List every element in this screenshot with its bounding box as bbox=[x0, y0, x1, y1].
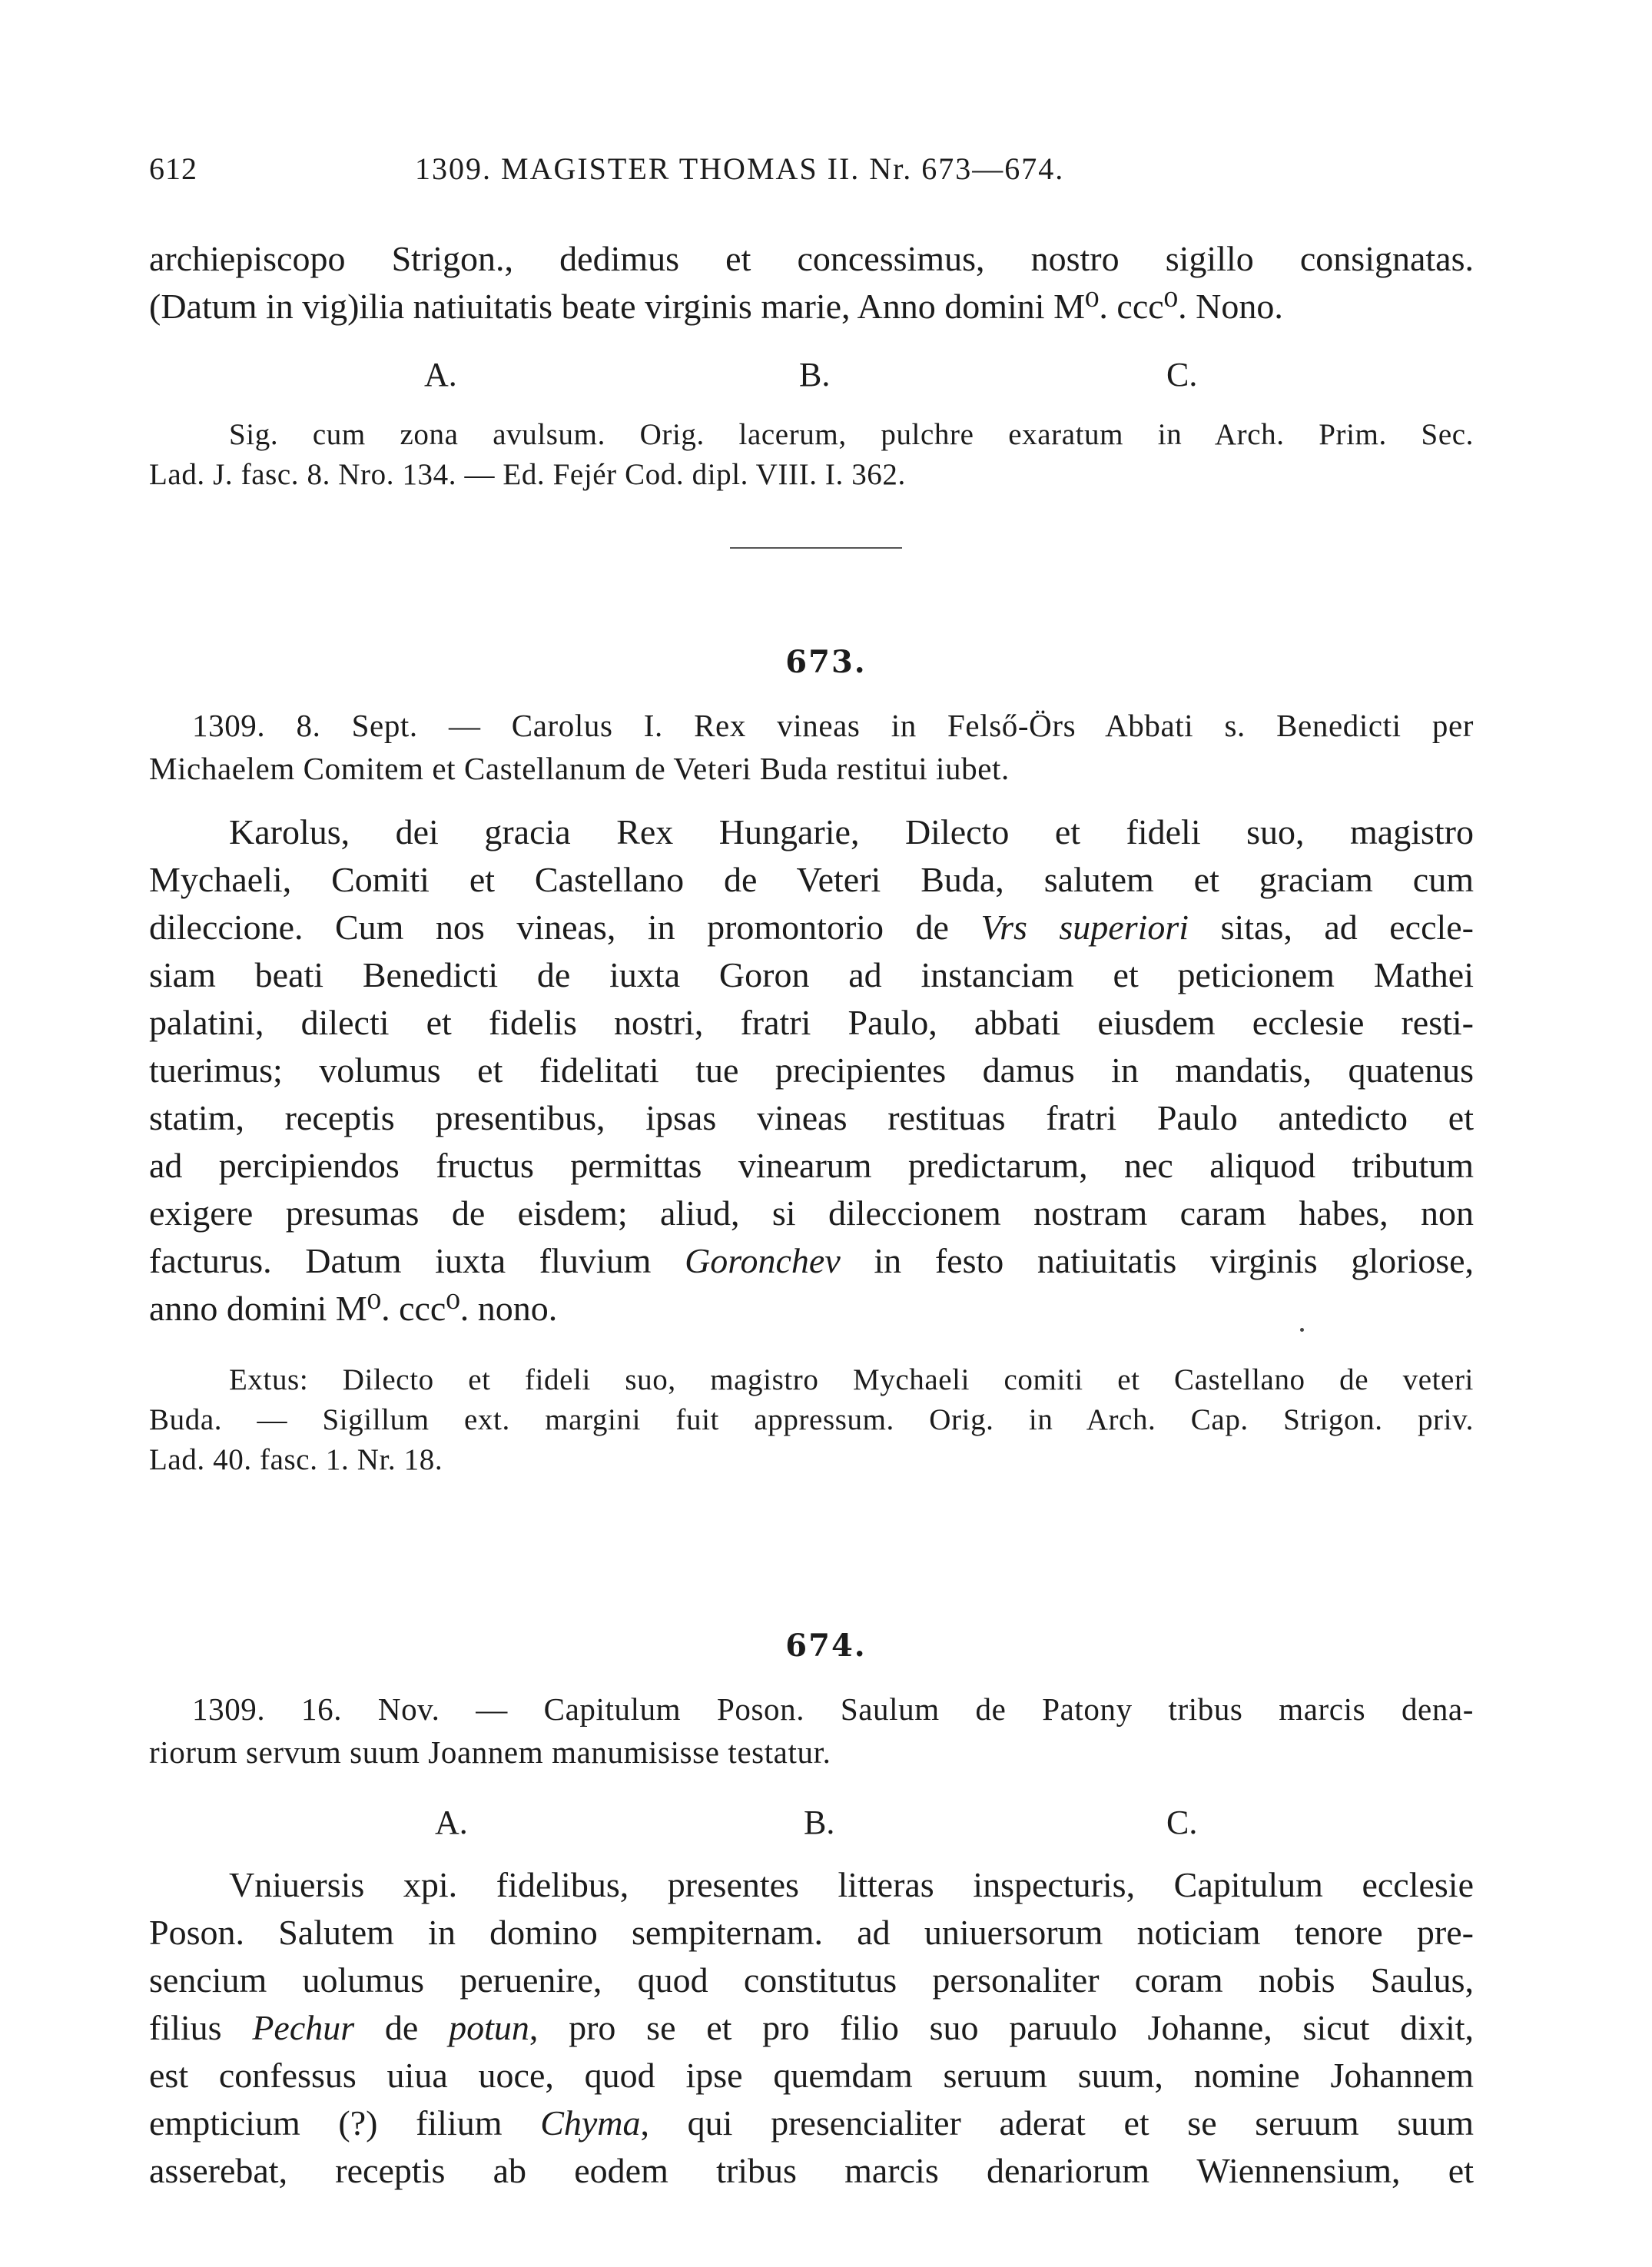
text-fragment: , pro se et pro filio suo paruulo Johanne, sicut dixit, bbox=[529, 2008, 1475, 2047]
text-line bbox=[149, 1237, 1474, 1285]
text-line: anno domini M⁰. ccc⁰. nono. bbox=[149, 1289, 558, 1328]
apparatus-note bbox=[149, 415, 1474, 495]
note-line: Lad. J. fasc. 8. Nro. 134. — Ed. Fejér Cod. dipl. VIII. I. 362. bbox=[149, 458, 906, 491]
text-fragment: dileccione. Cum nos vineas, in promontorio de bbox=[149, 908, 949, 947]
stray-mark bbox=[1300, 1328, 1304, 1332]
text-line: tuerimus; volumus et fidelitati tue precipientes damus in mandatis, quatenus bbox=[149, 1051, 1474, 1090]
siglum-b: B. bbox=[799, 356, 831, 393]
regest-line: 1309. 16. Nov. — Capitulum Poson. Saulum de Patony tribus marcis dena- bbox=[192, 1691, 1474, 1727]
text-line: (Datum in vig)ilia natiuitatis beate virginis marie, Anno domini M⁰. ccc⁰. Nono. bbox=[149, 287, 1283, 326]
personal-name: Chyma bbox=[540, 2103, 641, 2143]
section-divider bbox=[730, 547, 902, 549]
text-line: Poson. Salutem in domino sempiternam. ad uniuersorum noticiam tenore pre- bbox=[149, 1913, 1474, 1952]
charter-text bbox=[149, 1861, 1474, 2195]
text-fragment: , qui presencialiter aderat et se seruum suum bbox=[640, 2103, 1475, 2143]
text-line: asserebat, receptis ab eodem tribus marcis denariorum Wiennensium, et bbox=[149, 2151, 1474, 2190]
prev-doc-paragraph bbox=[149, 235, 1474, 330]
regest bbox=[149, 704, 1474, 790]
text-line: sencium uolumus peruenire, quod constitutus personaliter coram nobis Saulus, bbox=[149, 1960, 1474, 2000]
running-title: 1309. MAGISTER THOMAS II. Nr. 673—674. bbox=[415, 151, 1065, 186]
page-number: 612 bbox=[149, 151, 197, 186]
text-line: Vniuersis xpi. fidelibus, presentes litteras inspecturis, Capitulum ecclesie bbox=[229, 1865, 1474, 1904]
apparatus-note bbox=[149, 1360, 1474, 1480]
siglum-b: B. bbox=[804, 1804, 835, 1841]
text-line: siam beati Benedicti de iuxta Goron ad instanciam et peticionem Mathei bbox=[149, 955, 1474, 994]
text-line: Karolus, dei gracia Rex Hungarie, Dilecto et fideli suo, magistro bbox=[229, 812, 1474, 851]
regest-line: Michaelem Comitem et Castellanum de Veteri Buda restitui iubet. bbox=[149, 751, 1010, 786]
note-line: Sig. cum zona avulsum. Orig. lacerum, pulchre exaratum in Arch. Prim. Sec. bbox=[229, 418, 1474, 451]
doc-674-sigla bbox=[0, 1803, 1652, 1849]
regest bbox=[149, 1688, 1474, 1774]
place-name: potun bbox=[449, 2008, 529, 2047]
text-fragment: empticium (?) filium bbox=[149, 2103, 503, 2143]
siglum-c: C. bbox=[1166, 356, 1198, 393]
text-line: exigere presumas de eisdem; aliud, si dileccionem nostram caram habes, non bbox=[149, 1193, 1474, 1233]
text-line: palatini, dilecti et fidelis nostri, fratri Paulo, abbati eiusdem ecclesie resti- bbox=[149, 1003, 1474, 1042]
text-line: Mychaeli, Comiti et Castellano de Veteri Buda, salutem et graciam cum bbox=[149, 860, 1474, 899]
personal-name: Pechur bbox=[252, 2008, 355, 2047]
place-name: Vrs superiori bbox=[980, 908, 1189, 947]
text-fragment: in festo natiuitatis virginis gloriose, bbox=[874, 1241, 1475, 1280]
regest-line: riorum servum suum Joannem manumisisse testatur. bbox=[149, 1734, 831, 1770]
doc-674-regest bbox=[149, 1688, 1474, 1774]
prev-doc-text bbox=[149, 235, 1474, 330]
note-line: Buda. — Sigillum ext. margini fuit appressum. Orig. in Arch. Cap. Strigon. priv. bbox=[149, 1403, 1474, 1436]
charter-text bbox=[149, 808, 1474, 1333]
text-line: est confessus uiua uoce, quod ipse quemdam seruum suum, nomine Johannem bbox=[149, 2056, 1474, 2095]
doc-673-regest bbox=[149, 704, 1474, 790]
note-line: Lad. 40. fasc. 1. Nr. 18. bbox=[149, 1443, 443, 1476]
text-fragment: filius bbox=[149, 2008, 222, 2047]
text-line bbox=[149, 2004, 1474, 2052]
place-name: Goronchev bbox=[685, 1241, 841, 1280]
doc-673-text bbox=[149, 808, 1474, 1333]
prev-doc-sigla bbox=[0, 355, 1652, 401]
doc-674-text bbox=[149, 1861, 1474, 2195]
text-line: archiepiscopo Strigon., dedimus et concessimus, nostro sigillo consignatas. bbox=[149, 239, 1474, 278]
text-line: statim, receptis presentibus, ipsas vineas restituas fratri Paulo antedicto et bbox=[149, 1098, 1474, 1137]
siglum-a: A. bbox=[424, 356, 457, 393]
note-line: Extus: Dilecto et fideli suo, magistro Mychaeli comiti et Castellano de veteri bbox=[229, 1363, 1474, 1396]
text-line bbox=[149, 904, 1474, 951]
regest-line: 1309. 8. Sept. — Carolus I. Rex vineas in Felső-Örs Abbati s. Benedicti per bbox=[192, 708, 1474, 743]
doc-number-674: 674. bbox=[785, 1628, 867, 1664]
prev-doc-note bbox=[149, 415, 1474, 495]
doc-number-673: 673. bbox=[785, 644, 867, 680]
doc-673-note bbox=[149, 1360, 1474, 1480]
siglum-c: C. bbox=[1166, 1804, 1198, 1841]
text-fragment: sitas, ad eccle- bbox=[1220, 908, 1475, 947]
siglum-a: A. bbox=[435, 1804, 468, 1841]
text-line bbox=[149, 2099, 1474, 2147]
text-line: ad percipiendos fructus permittas vinearum predictarum, nec aliquod tributum bbox=[149, 1146, 1474, 1185]
text-fragment: facturus. Datum iuxta fluvium bbox=[149, 1241, 652, 1280]
running-head bbox=[149, 151, 1474, 197]
text-fragment: de bbox=[384, 2008, 419, 2047]
